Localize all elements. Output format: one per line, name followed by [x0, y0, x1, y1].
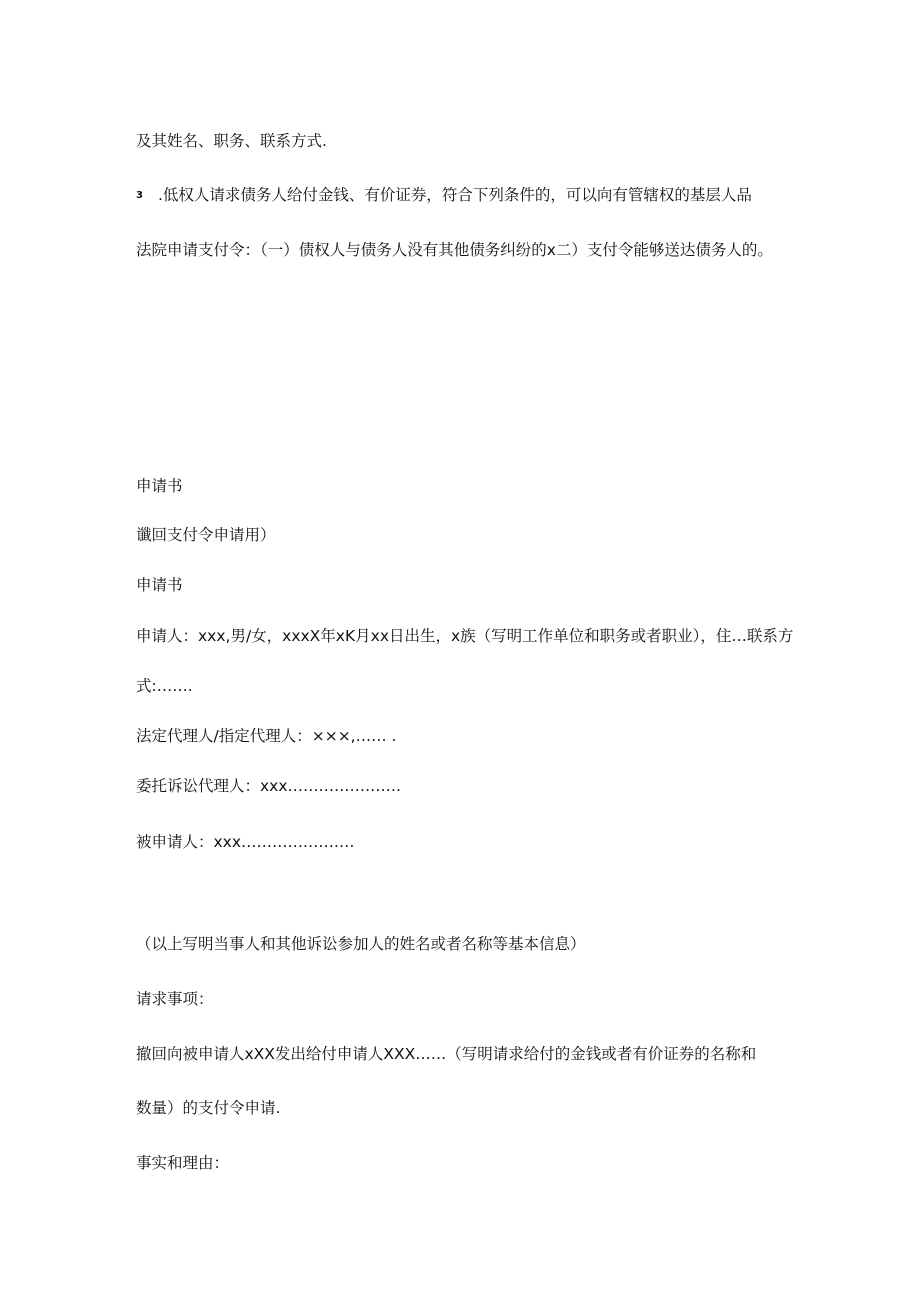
section-heading-facts-reasons: 事实和理由：	[136, 1154, 230, 1172]
form-title-application: 申请书	[136, 576, 183, 594]
text-line-litigation-agent: 委托诉讼代理人：xxx………………….	[136, 777, 401, 795]
text-line-contact: 及其姓名、职务、联系方式.	[136, 132, 327, 150]
text-line-contact-method: 式:…….	[136, 677, 193, 695]
text-line-withdraw-usage: 谶回支付令申请用）	[136, 526, 276, 544]
text-line-claim-detail-cont: 数量）的支付令申请.	[136, 1099, 281, 1117]
text-line-conditions: 法院申请支付令：（一）债权人与债务人没有其他债务纠纷的x二）支付令能够送达债务人的。	[136, 241, 773, 259]
item-number: 3	[136, 189, 143, 201]
section-heading-application: 申请书	[136, 477, 183, 495]
text-line-legal-agent: 法定代理人/指定代理人：×××,…… .	[136, 727, 397, 745]
text-line-respondent: 被申请人：xxx………….………	[136, 833, 355, 851]
text-line-clause-3	[136, 185, 752, 206]
text-line-applicant: 申请人：xxx,男/女，xxxX年xK月xx日出生，x族（写明工作单位和职务或者职业），住…联系方	[136, 627, 794, 645]
clause-3-text: .低权人请求债务人给付金钱、有价证券，符合下列条件的，可以向有管辖权的基层人品	[158, 186, 752, 204]
text-line-note-basic-info: （以上写明当事人和其他诉讼参加人的姓名或者名称等基本信息）	[136, 935, 586, 953]
section-heading-claims: 请求事项：	[136, 990, 214, 1008]
text-line-claim-detail: 撤回向被申请人xXX发出给付申请人XXX……（写明请求给付的金钱或者有价证券的名称和	[136, 1045, 757, 1063]
